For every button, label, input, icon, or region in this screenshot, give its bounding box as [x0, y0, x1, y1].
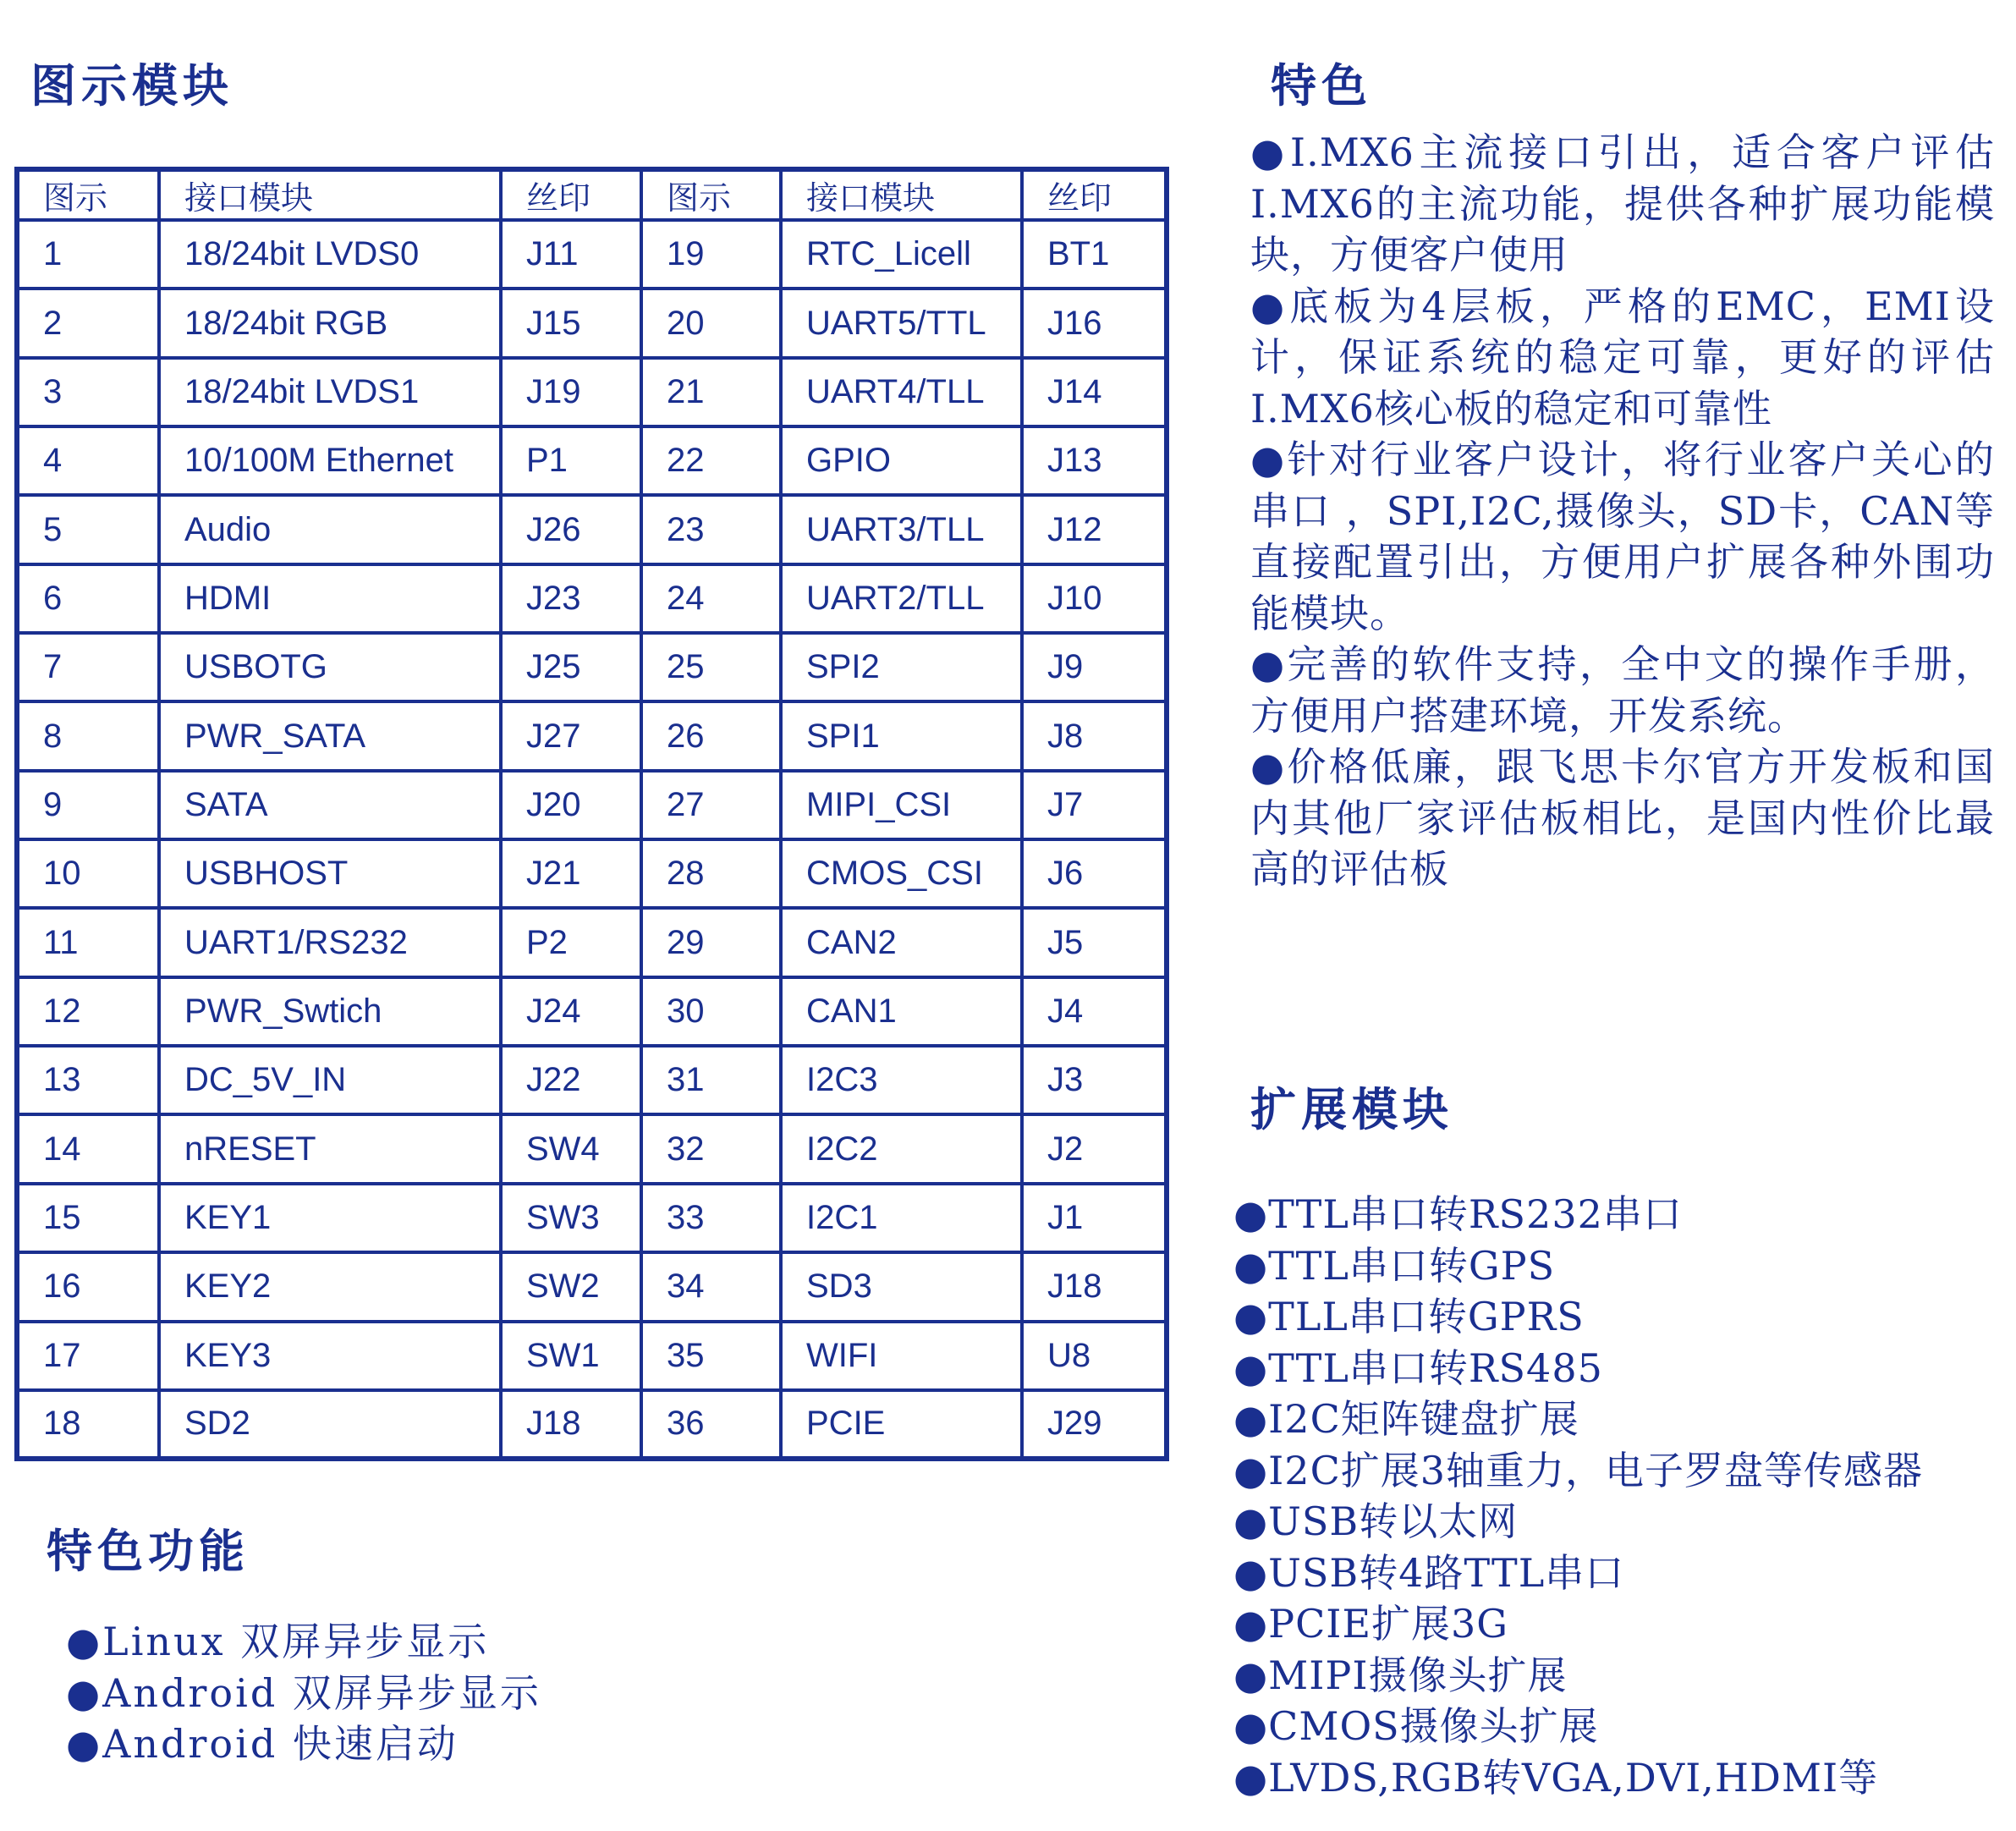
- cell-silkscreen: J9: [1022, 633, 1164, 701]
- table-header-row: [19, 172, 1164, 220]
- cell-figure: 9: [19, 771, 159, 839]
- cell-interface-module: DC_5V_IN: [159, 1046, 501, 1114]
- table-row: [19, 977, 1164, 1046]
- bullet-icon: ●: [1233, 1242, 1269, 1289]
- table-row: [19, 1322, 1164, 1390]
- cell-interface-module: Audio: [159, 495, 501, 564]
- header-figure: 图示: [641, 172, 781, 220]
- bullet-icon: ●: [66, 1721, 103, 1767]
- bullet-icon: ●: [1250, 744, 1288, 789]
- cell-silkscreen: J27: [501, 701, 641, 770]
- expansion-module-item: [1233, 1291, 1923, 1343]
- cell-silkscreen: J26: [501, 495, 641, 564]
- cell-interface-module: 18/24bit RGB: [159, 289, 501, 357]
- table-row: [19, 495, 1164, 564]
- table-row: [19, 220, 1164, 289]
- cell-interface-module: UART3/TLL: [781, 495, 1022, 564]
- expansion-modules-list: [1233, 1189, 1923, 1803]
- special-function-item-text: Android 快速启动: [102, 1721, 459, 1767]
- cell-interface-module: I2C1: [781, 1184, 1022, 1252]
- feature-item-text: 底板为4层板，严格的EMC，EMI设计，保证系统的稳定可靠，更好的评估I.MX6核心板的稳定和可靠性: [1250, 283, 1995, 432]
- bullet-icon: ●: [1233, 1498, 1269, 1544]
- bullet-icon: ●: [1233, 1601, 1269, 1647]
- expansion-module-item: [1233, 1650, 1923, 1702]
- header-silkscreen: 丝印: [1022, 172, 1164, 220]
- expansion-module-item-text: USB转以太网: [1268, 1498, 1519, 1544]
- cell-interface-module: I2C2: [781, 1114, 1022, 1183]
- cell-interface-module: RTC_Licell: [781, 220, 1022, 289]
- features-list: [1250, 127, 1995, 895]
- cell-interface-module: USBHOST: [159, 839, 501, 908]
- header-figure: 图示: [19, 172, 159, 220]
- cell-interface-module: KEY2: [159, 1252, 501, 1321]
- cell-interface-module: PCIE: [781, 1390, 1022, 1456]
- cell-figure: 2: [19, 289, 159, 357]
- cell-figure: 1: [19, 220, 159, 289]
- cell-figure: 12: [19, 977, 159, 1046]
- expansion-module-item: [1233, 1445, 1923, 1497]
- cell-figure: 20: [641, 289, 781, 357]
- cell-silkscreen: SW1: [501, 1322, 641, 1390]
- cell-silkscreen: J13: [1022, 426, 1164, 495]
- cell-figure: 36: [641, 1390, 781, 1456]
- cell-figure: 13: [19, 1046, 159, 1114]
- cell-silkscreen: J19: [501, 358, 641, 426]
- cell-figure: 3: [19, 358, 159, 426]
- cell-silkscreen: P2: [501, 908, 641, 976]
- feature-item-text: I.MX6主流接口引出，适合客户评估I.MX6的主流功能，提供各种扩展功能模块，方便客户使用: [1250, 129, 1995, 278]
- cell-silkscreen: J22: [501, 1046, 641, 1114]
- cell-silkscreen: J16: [1022, 289, 1164, 357]
- expansion-module-item-text: I2C扩展3轴重力，电子罗盘等传感器: [1268, 1447, 1924, 1493]
- cell-silkscreen: SW4: [501, 1114, 641, 1183]
- cell-interface-module: SPI2: [781, 633, 1022, 701]
- cell-figure: 29: [641, 908, 781, 976]
- cell-interface-module: PWR_SATA: [159, 701, 501, 770]
- cell-interface-module: PWR_Swtich: [159, 977, 501, 1046]
- cell-silkscreen: J20: [501, 771, 641, 839]
- cell-figure: 28: [641, 839, 781, 908]
- section-title-features: 特色: [1271, 59, 1372, 113]
- table-row: [19, 839, 1164, 908]
- table-row: [19, 564, 1164, 633]
- cell-interface-module: KEY3: [159, 1322, 501, 1390]
- cell-silkscreen: J14: [1022, 358, 1164, 426]
- cell-silkscreen: U8: [1022, 1322, 1164, 1390]
- cell-silkscreen: J3: [1022, 1046, 1164, 1114]
- cell-interface-module: UART1/RS232: [159, 908, 501, 976]
- cell-interface-module: 18/24bit LVDS1: [159, 358, 501, 426]
- cell-silkscreen: J6: [1022, 839, 1164, 908]
- cell-interface-module: CAN2: [781, 908, 1022, 976]
- cell-figure: 11: [19, 908, 159, 976]
- bullet-icon: ●: [1233, 1344, 1269, 1391]
- bullet-icon: ●: [1250, 641, 1288, 687]
- cell-figure: 30: [641, 977, 781, 1046]
- bullet-icon: ●: [66, 1619, 103, 1664]
- bullet-icon: ●: [1233, 1294, 1269, 1339]
- expansion-module-item-text: PCIE扩展3G: [1268, 1601, 1509, 1647]
- feature-item: [1250, 639, 1995, 741]
- cell-silkscreen: J23: [501, 564, 641, 633]
- section-title-modules: 图示模块: [30, 59, 233, 113]
- special-function-item: [66, 1668, 541, 1719]
- cell-interface-module: USBOTG: [159, 633, 501, 701]
- cell-silkscreen: J11: [501, 220, 641, 289]
- table-row: [19, 358, 1164, 426]
- cell-interface-module: I2C3: [781, 1046, 1022, 1114]
- section-title-expansion-modules: 扩展模块: [1250, 1083, 1453, 1136]
- cell-figure: 26: [641, 701, 781, 770]
- feature-item: [1250, 434, 1995, 639]
- cell-figure: 34: [641, 1252, 781, 1321]
- feature-item-text: 针对行业客户设计，将行业客户关心的串口 ，SPI,I2C,摄像头，SD卡，CAN等直接配置引出，方便用户扩展各种外围功能模块。: [1250, 437, 1995, 636]
- bullet-icon: ●: [1250, 129, 1290, 175]
- cell-silkscreen: J24: [501, 977, 641, 1046]
- cell-figure: 7: [19, 633, 159, 701]
- cell-interface-module: GPIO: [781, 426, 1022, 495]
- cell-silkscreen: SW3: [501, 1184, 641, 1252]
- cell-interface-module: HDMI: [159, 564, 501, 633]
- cell-figure: 22: [641, 426, 781, 495]
- expansion-module-item: [1233, 1189, 1923, 1240]
- cell-silkscreen: J18: [1022, 1252, 1164, 1321]
- header-interface-module: 接口模块: [159, 172, 501, 220]
- cell-interface-module: MIPI_CSI: [781, 771, 1022, 839]
- table-row: [19, 1252, 1164, 1321]
- cell-interface-module: UART2/TLL: [781, 564, 1022, 633]
- cell-interface-module: 18/24bit LVDS0: [159, 220, 501, 289]
- bullet-icon: ●: [1233, 1396, 1269, 1442]
- cell-figure: 17: [19, 1322, 159, 1390]
- cell-silkscreen: J21: [501, 839, 641, 908]
- cell-interface-module: SD3: [781, 1252, 1022, 1321]
- special-function-item-text: Linux 双屏异步显示: [102, 1619, 490, 1664]
- feature-item-text: 完善的软件支持，全中文的操作手册，方便用户搭建环境，开发系统。: [1250, 641, 1995, 739]
- table-row: [19, 1114, 1164, 1183]
- header-interface-module: 接口模块: [781, 172, 1022, 220]
- bullet-icon: ●: [1233, 1754, 1269, 1801]
- cell-figure: 32: [641, 1114, 781, 1183]
- table-row: [19, 633, 1164, 701]
- cell-silkscreen: J15: [501, 289, 641, 357]
- cell-interface-module: CAN1: [781, 977, 1022, 1046]
- cell-figure: 15: [19, 1184, 159, 1252]
- feature-item: [1250, 741, 1995, 895]
- cell-interface-module: nRESET: [159, 1114, 501, 1183]
- cell-figure: 33: [641, 1184, 781, 1252]
- expansion-module-item: [1233, 1701, 1923, 1752]
- cell-figure: 35: [641, 1322, 781, 1390]
- cell-silkscreen: J12: [1022, 495, 1164, 564]
- expansion-module-item: [1233, 1548, 1923, 1599]
- table-row: [19, 771, 1164, 839]
- expansion-module-item: [1233, 1598, 1923, 1650]
- special-functions-list: [66, 1616, 541, 1770]
- cell-silkscreen: P1: [501, 426, 641, 495]
- bullet-icon: ●: [1250, 283, 1290, 329]
- cell-figure: 18: [19, 1390, 159, 1456]
- section-title-special-functions: 特色功能: [47, 1525, 250, 1578]
- table-row: [19, 908, 1164, 976]
- cell-interface-module: CMOS_CSI: [781, 839, 1022, 908]
- cell-silkscreen: J8: [1022, 701, 1164, 770]
- cell-silkscreen: SW2: [501, 1252, 641, 1321]
- expansion-module-item-text: MIPI摄像头扩展: [1268, 1652, 1568, 1698]
- cell-silkscreen: J25: [501, 633, 641, 701]
- feature-item: [1250, 127, 1995, 281]
- cell-interface-module: 10/100M Ethernet: [159, 426, 501, 495]
- expansion-module-item: [1233, 1240, 1923, 1292]
- expansion-module-item-text: TTL串口转GPS: [1268, 1242, 1556, 1289]
- bullet-icon: ●: [1250, 437, 1288, 482]
- expansion-module-item: [1233, 1394, 1923, 1445]
- cell-silkscreen: J18: [501, 1390, 641, 1456]
- special-function-item-text: Android 双屏异步显示: [102, 1669, 541, 1716]
- table-row: [19, 289, 1164, 357]
- bullet-icon: ●: [1233, 1703, 1269, 1749]
- cell-silkscreen: BT1: [1022, 220, 1164, 289]
- expansion-module-item-text: TLL串口转GPRS: [1268, 1294, 1585, 1339]
- feature-item: [1250, 281, 1995, 435]
- cell-interface-module: UART5/TTL: [781, 289, 1022, 357]
- cell-figure: 23: [641, 495, 781, 564]
- bullet-icon: ●: [1233, 1549, 1269, 1596]
- expansion-module-item: [1233, 1752, 1923, 1804]
- expansion-module-item-text: LVDS,RGB转VGA,DVI,HDMI等: [1268, 1754, 1879, 1801]
- cell-figure: 6: [19, 564, 159, 633]
- cell-interface-module: SPI1: [781, 701, 1022, 770]
- cell-figure: 8: [19, 701, 159, 770]
- cell-silkscreen: J1: [1022, 1184, 1164, 1252]
- table-row: [19, 1184, 1164, 1252]
- cell-interface-module: KEY1: [159, 1184, 501, 1252]
- cell-interface-module: WIFI: [781, 1322, 1022, 1390]
- cell-figure: 27: [641, 771, 781, 839]
- table-row: [19, 701, 1164, 770]
- expansion-module-item-text: CMOS摄像头扩展: [1268, 1703, 1599, 1749]
- table-row: [19, 1390, 1164, 1456]
- cell-silkscreen: J2: [1022, 1114, 1164, 1183]
- cell-figure: 24: [641, 564, 781, 633]
- cell-figure: 19: [641, 220, 781, 289]
- expansion-module-item-text: TTL串口转RS232串口: [1268, 1191, 1683, 1237]
- table-row: [19, 426, 1164, 495]
- cell-silkscreen: J5: [1022, 908, 1164, 976]
- header-silkscreen: 丝印: [501, 172, 641, 220]
- table-row: [19, 1046, 1164, 1114]
- expansion-module-item-text: USB转4路TTL串口: [1268, 1549, 1625, 1596]
- cell-figure: 4: [19, 426, 159, 495]
- expansion-module-item-text: I2C矩阵键盘扩展: [1268, 1396, 1579, 1442]
- cell-interface-module: SD2: [159, 1390, 501, 1456]
- cell-figure: 25: [641, 633, 781, 701]
- bullet-icon: ●: [1233, 1652, 1269, 1698]
- cell-figure: 10: [19, 839, 159, 908]
- cell-figure: 31: [641, 1046, 781, 1114]
- cell-interface-module: UART4/TLL: [781, 358, 1022, 426]
- bullet-icon: ●: [1233, 1191, 1269, 1237]
- expansion-module-item: [1233, 1496, 1923, 1548]
- interface-module-table: [14, 167, 1169, 1461]
- cell-figure: 14: [19, 1114, 159, 1183]
- bullet-icon: ●: [1233, 1447, 1269, 1493]
- special-function-item: [66, 1616, 541, 1668]
- special-function-item: [66, 1718, 541, 1770]
- cell-silkscreen: J4: [1022, 977, 1164, 1046]
- expansion-module-item-text: TTL串口转RS485: [1268, 1344, 1603, 1391]
- cell-silkscreen: J7: [1022, 771, 1164, 839]
- cell-figure: 21: [641, 358, 781, 426]
- cell-figure: 16: [19, 1252, 159, 1321]
- feature-item-text: 价格低廉，跟飞思卡尔官方开发板和国内其他厂家评估板相比，是国内性价比最高的评估板: [1250, 744, 1995, 892]
- bullet-icon: ●: [66, 1669, 103, 1716]
- cell-silkscreen: J29: [1022, 1390, 1164, 1456]
- cell-figure: 5: [19, 495, 159, 564]
- expansion-module-item: [1233, 1343, 1923, 1394]
- cell-interface-module: SATA: [159, 771, 501, 839]
- cell-silkscreen: J10: [1022, 564, 1164, 633]
